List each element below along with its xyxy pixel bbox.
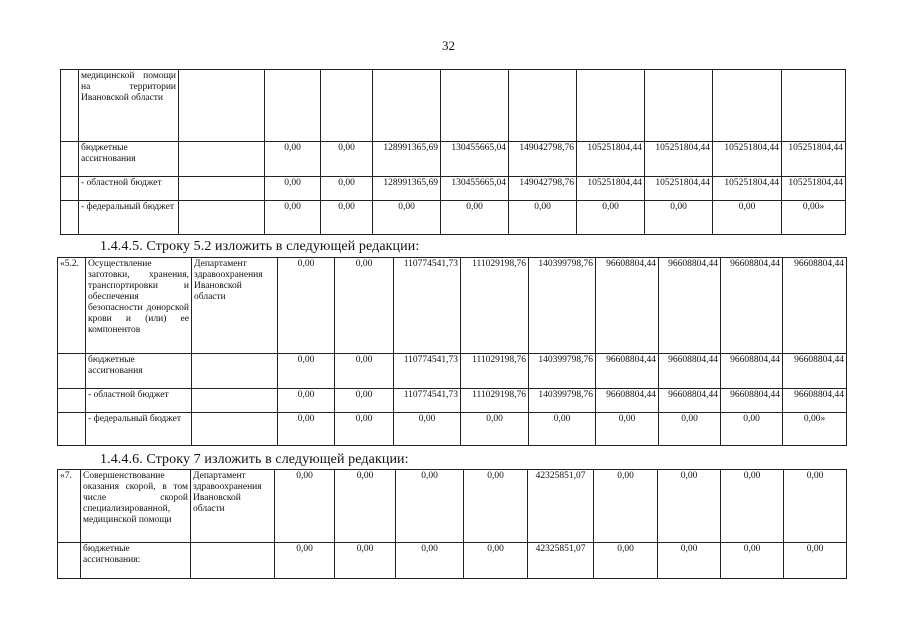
- row-dept: Департамент здравоохранения Ивановской области: [191, 470, 275, 543]
- row-name: Осуществление заготовки, хранения, транспортировки и обеспечения безопасности донорской крови и (или) ее компонентов: [86, 258, 192, 354]
- section-heading-5-2: 1.4.4.5. Строку 5.2 изложить в следующей редакции:: [100, 239, 420, 254]
- row-name: бюджетные ассигнования: [79, 142, 179, 177]
- row-dept: [192, 389, 278, 413]
- table-row: [61, 70, 846, 142]
- row-name: бюджетные ассигнования: [86, 354, 192, 389]
- budget-table-row-7: [57, 469, 847, 579]
- table-row: бюджетные ассигнования 0,00 0,00 110774541,73 111029198,76 140399798,76 96608804,44 96608804,44 96608804,44 96608804,44: [58, 354, 847, 389]
- row-dept: [179, 142, 265, 177]
- row-dept: Департамент здравоохранения Ивановской области: [192, 258, 278, 354]
- row-name: - федеральный бюджет: [86, 413, 192, 446]
- table-row: «7. Совершенствование оказания скорой, в том числе скорой специализированной, медицинской помощи Департамент здравоохранения Ивановской области 0,00 0,00 0,00 0,00 42325851,07 0,00 0,00 0,00 0,00: [58, 470, 847, 543]
- section-heading-7: 1.4.4.6. Строку 7 изложить в следующей редакции:: [100, 452, 409, 467]
- table-row: - областной бюджет 0,00 0,00 128991365,69 130455665,04 149042798,76 105251804,44 105251804,44 105251804,44 105251804,44: [61, 177, 846, 201]
- row-name: - областной бюджет: [86, 389, 192, 413]
- row-dept: [179, 201, 265, 235]
- budget-table-row-5-2: [57, 257, 847, 446]
- row-name: Совершенствование оказания скорой, в том числе скорой специализированной, медицинской помощи: [81, 470, 191, 543]
- budget-table-continuation: [60, 69, 846, 235]
- row-name: - областной бюджет: [79, 177, 179, 201]
- table-row: - областной бюджет 0,00 0,00 110774541,73 111029198,76 140399798,76 96608804,44 96608804,44 96608804,44 96608804,44: [58, 389, 847, 413]
- table-row: - федеральный бюджет 0,00 0,00 0,00 0,00 0,00 0,00 0,00 0,00 0,00»: [61, 201, 846, 235]
- table-row: «5.2. Осуществление заготовки, хранения, транспортировки и обеспечения безопасности донорской крови и (или) ее компонентов Департамент здравоохранения Ивановской области 0,00 0,00 110774541,73 111029198,76 140399798,76 96608804,44 96608804,44 96608804,44 96608804,44: [58, 258, 847, 354]
- row-dept: [179, 70, 265, 142]
- row-name: медицинской помощи на территории Ивановской области: [79, 70, 179, 142]
- table-row: бюджетные ассигнования 0,00 0,00 128991365,69 130455665,04 149042798,76 105251804,44 105251804,44 105251804,44 105251804,44: [61, 142, 846, 177]
- row-dept: [191, 543, 275, 579]
- row-dept: [192, 354, 278, 389]
- row-number: «5.2.: [58, 258, 86, 354]
- row-name: - федеральный бюджет: [79, 201, 179, 235]
- page-number: 32: [442, 38, 455, 53]
- table-row: бюджетные ассигнования: 0,00 0,00 0,00 0,00 42325851,07 0,00 0,00 0,00 0,00: [58, 543, 847, 579]
- table-row: - федеральный бюджет 0,00 0,00 0,00 0,00 0,00 0,00 0,00 0,00 0,00»: [58, 413, 847, 446]
- row-number: «7.: [58, 470, 81, 543]
- row-dept: [179, 177, 265, 201]
- row-name: бюджетные ассигнования:: [81, 543, 191, 579]
- row-dept: [192, 413, 278, 446]
